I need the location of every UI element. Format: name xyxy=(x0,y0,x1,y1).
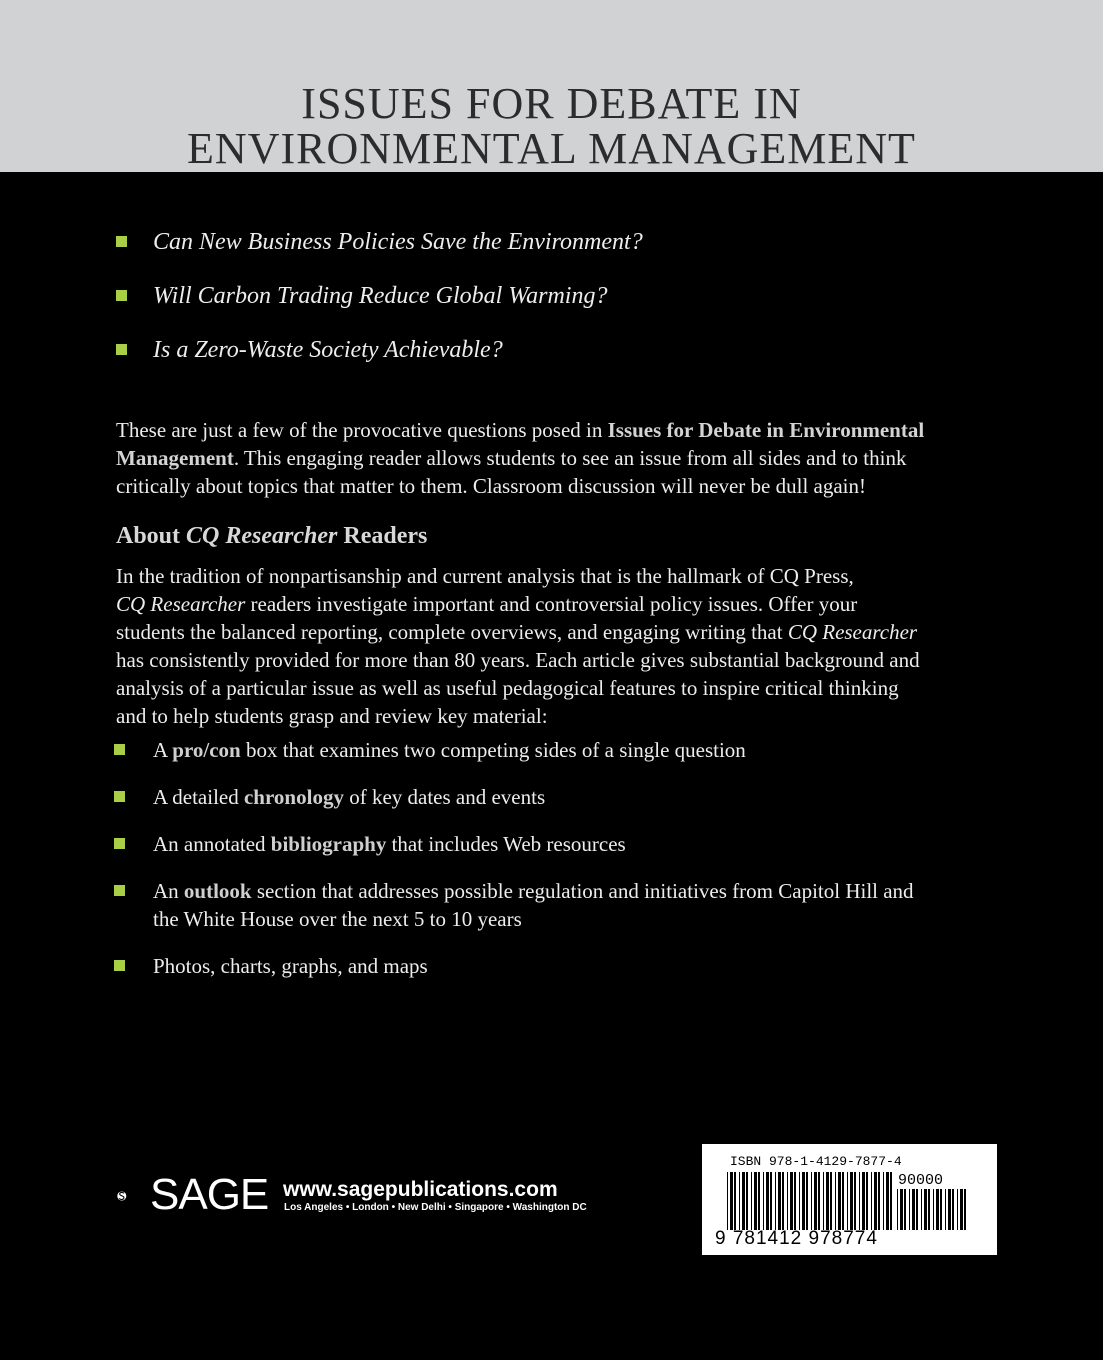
book-title-line-2: ENVIRONMENTAL MANAGEMENT xyxy=(187,124,916,173)
square-bullet-icon xyxy=(114,744,125,755)
intro-paragraph: These are just a few of the provocative questions posed in Issues for Debate in Environmental Management. This engaging reader allows students to see an issue from all sides and to think critically about topics that matter to them. Classroom discussion will never be dull again! xyxy=(116,418,925,498)
feature-item: A detailed chronology of key dates and events xyxy=(153,785,546,809)
square-bullet-icon xyxy=(114,791,125,802)
feature-item: Photos, charts, graphs, and maps xyxy=(153,954,428,978)
ean-barcode-icon xyxy=(727,1172,892,1230)
book-title-line-1: ISSUES FOR DEBATE IN xyxy=(301,79,802,128)
square-bullet-icon xyxy=(116,290,127,301)
publisher-cities: Los Angeles • London • New Delhi • Singapore • Washington DC xyxy=(284,1202,587,1213)
ean-number: 9 781412 978774 xyxy=(715,1228,878,1249)
addon-barcode-icon xyxy=(897,1189,967,1230)
publisher-logo-text: SAGE xyxy=(150,1170,269,1219)
square-bullet-icon xyxy=(114,885,125,896)
isbn-text: ISBN 978-1-4129-7877-4 xyxy=(730,1154,902,1169)
price-addon-text: 90000 xyxy=(898,1172,944,1189)
square-bullet-icon xyxy=(114,838,125,849)
square-bullet-icon xyxy=(116,344,127,355)
square-bullet-icon xyxy=(114,960,125,971)
question-3: Is a Zero-Waste Society Achievable? xyxy=(153,337,503,363)
feature-item-continued: the White House over the next 5 to 10 years xyxy=(153,907,522,931)
about-heading: About CQ Researcher Readers xyxy=(116,523,428,549)
feature-item: An annotated bibliography that includes Web resources xyxy=(153,832,626,856)
square-bullet-icon xyxy=(116,236,127,247)
question-2: Will Carbon Trading Reduce Global Warming? xyxy=(153,283,608,309)
feature-item: A pro/con box that examines two competing sides of a single question xyxy=(153,738,746,762)
publisher-url[interactable]: www.sagepublications.com xyxy=(283,1178,558,1201)
question-1: Can New Business Policies Save the Environment? xyxy=(153,229,643,255)
feature-item: An outlook section that addresses possible regulation and initiatives from Capitol Hill and xyxy=(153,879,914,903)
about-paragraph: In the tradition of nonpartisanship and current analysis that is the hallmark of CQ Press, CQ Researcher readers investigate important and controversial policy issues. Offer your students the balanced reporting, complete overviews, and engaging writing that CQ Researcher has consistently provided for more than 80 years. Each article gives substantial background and analysis of a particular issue as well as useful pedagogical features to inspire critical thinking and to help students grasp and review key material: xyxy=(116,564,920,728)
